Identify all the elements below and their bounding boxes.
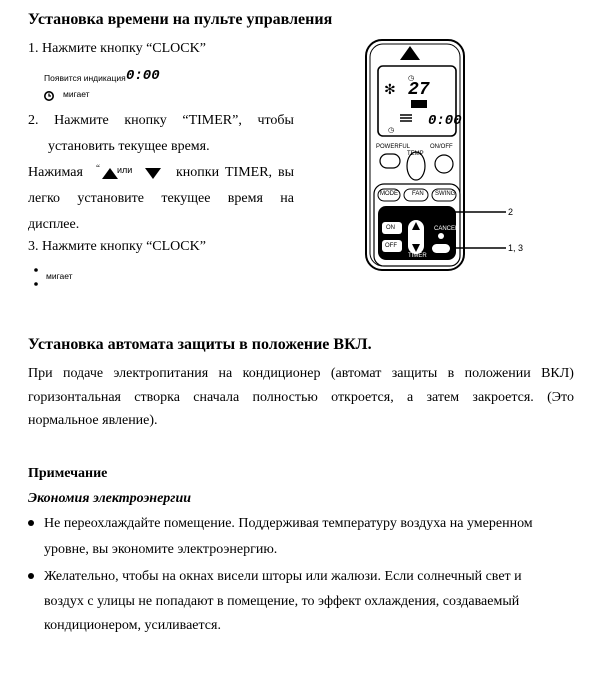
bullet-1-line-1: Не переохлаждайте помещение. Поддерживая температуру воздуха на умеренном: [44, 516, 533, 531]
lcd-time: 0:00: [428, 113, 462, 129]
word: При: [28, 366, 53, 381]
word: положении: [464, 366, 531, 381]
lcd-temperature: 27: [408, 80, 430, 100]
clock-icon: [44, 88, 54, 98]
word: легко: [28, 191, 61, 206]
clock-button[interactable]: [432, 244, 450, 253]
word: время: [227, 191, 263, 206]
off-label: OFF: [385, 243, 397, 249]
word: защиты: [391, 366, 438, 381]
colon-blink-text: мигает: [46, 271, 73, 281]
breaker-line-2: [28, 391, 574, 405]
word: кнопки: [176, 165, 220, 180]
mode-label: MODE: [380, 191, 398, 197]
timer-indicator-icon: ◷: [388, 126, 395, 134]
up-arrow-icon: [102, 166, 118, 184]
down-arrow-icon: [145, 166, 161, 184]
press-line-2: [28, 192, 294, 206]
word: “TIMER”,: [182, 113, 242, 128]
word: (Это: [547, 390, 574, 405]
callout-label-2: 2: [508, 207, 514, 217]
clock-blink-text: мигает: [63, 89, 90, 99]
word: створка: [134, 390, 180, 405]
note-subtitle: Экономия электроэнергии: [28, 491, 192, 506]
word: на: [280, 191, 294, 206]
word: кнопку: [124, 113, 167, 128]
word: электропитания: [113, 366, 209, 381]
quote-mark: “: [96, 163, 100, 173]
word: 2.: [28, 113, 39, 128]
step-3-text: 3. Нажмите кнопку “CLOCK”: [28, 239, 206, 254]
timer-label: TIMER: [408, 253, 427, 259]
word: закроется.: [472, 390, 534, 405]
word: Нажмите: [54, 113, 109, 128]
word: текущее: [161, 191, 211, 206]
step-2-line-1: [28, 114, 294, 128]
bullet-icon: [28, 573, 34, 579]
onoff-label: ON/OFF: [430, 144, 453, 150]
bullet-1-line-2: уровне, вы экономите электроэнергию.: [44, 542, 278, 557]
word: на: [218, 366, 233, 381]
press-prefix: Нажимая: [28, 165, 83, 180]
or-text: или: [117, 165, 133, 175]
word: а: [407, 390, 414, 405]
word: установите: [77, 191, 145, 206]
indication-time-display: 0:00: [126, 68, 160, 84]
bullet-icon: [28, 520, 34, 526]
bullet-2-line-3: кондиционером, усиливается.: [44, 618, 221, 633]
indication-label: Появится индикация: [44, 73, 126, 83]
colon-icon: [34, 266, 38, 288]
temp-label: TEMP: [407, 151, 424, 157]
note-title: Примечание: [28, 466, 108, 481]
word: (автомат: [330, 366, 382, 381]
bullet-2-line-2: воздух с улицы не попадают в помещение, то эффект охлаждения, создаваемый: [44, 594, 520, 609]
swing-label: SWING: [435, 191, 456, 197]
section-title-breaker: Установка автомата защиты в положение ВКЛ.: [28, 336, 372, 353]
section-title-clock: Установка времени на пульте управления: [28, 11, 333, 28]
step-2-line-2: установить текущее время.: [48, 139, 210, 154]
word: ВКЛ): [541, 366, 574, 381]
bullet-2-line-1: Желательно, чтобы на окнах висели шторы или жалюзи. Если солнечный свет и: [44, 569, 522, 584]
word: TIMER,: [225, 165, 273, 180]
cancel-label: CANCEL: [434, 226, 459, 232]
on-label: ON: [386, 225, 395, 231]
clock-icon: ◷: [408, 74, 415, 82]
fan-indicator-icon: [411, 100, 427, 108]
press-line-3: дисплее.: [28, 217, 80, 232]
word: полностью: [252, 390, 318, 405]
word: вы: [277, 165, 294, 180]
word: откроется,: [331, 390, 394, 405]
word: сначала: [193, 390, 240, 405]
breaker-line-3: нормальное явление).: [28, 413, 158, 428]
word: в: [447, 366, 455, 381]
breaker-line-1: [28, 367, 574, 381]
snowflake-icon: ✻: [384, 82, 396, 98]
word: кондиционер: [242, 366, 321, 381]
press-line-1: [176, 166, 294, 180]
word: затем: [426, 390, 460, 405]
word: горизонтальная: [28, 390, 121, 405]
step-1-text: 1. Нажмите кнопку “CLOCK”: [28, 41, 206, 56]
fan-label: FAN: [412, 191, 424, 197]
clock-button-icon: [438, 233, 444, 239]
powerful-label: POWERFUL: [376, 144, 411, 150]
word: подаче: [62, 366, 104, 381]
word: чтобы: [257, 113, 294, 128]
callout-label-13: 1, 3: [508, 243, 524, 253]
remote-control-illustration: [360, 36, 560, 276]
